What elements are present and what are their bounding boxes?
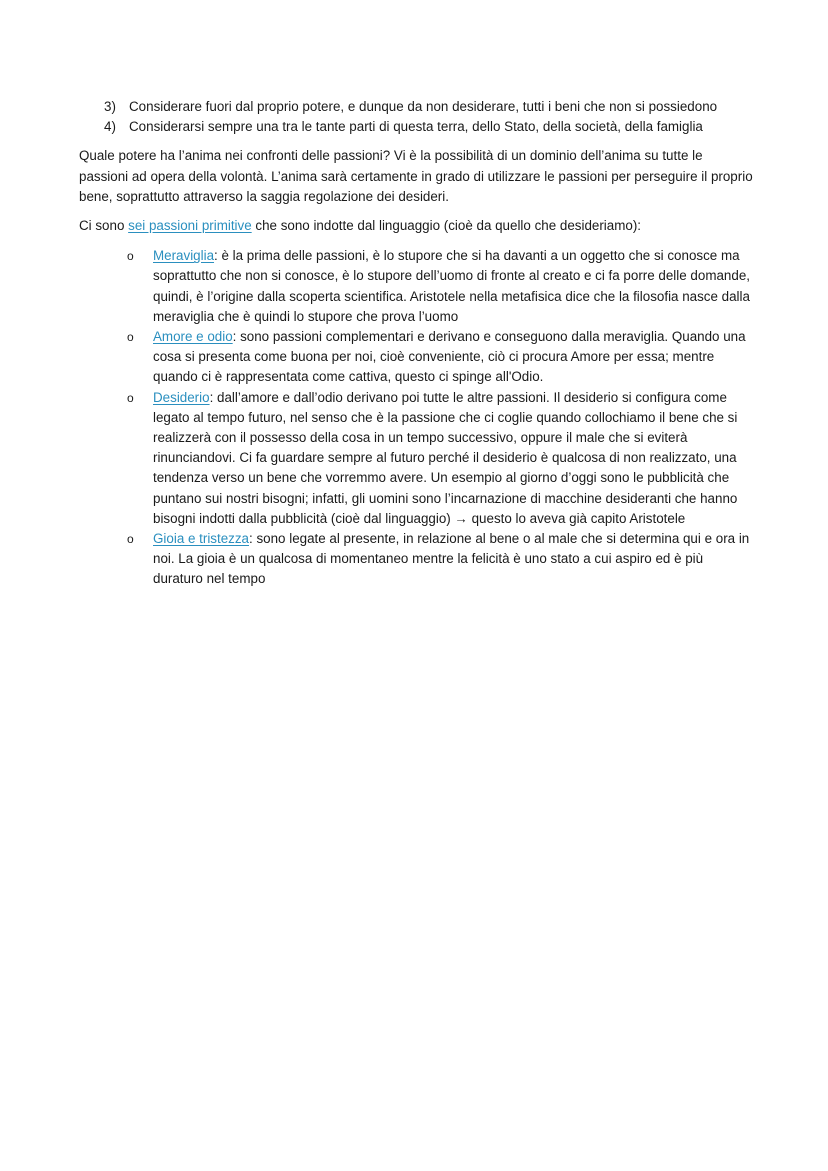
- numbered-item-4: [79, 117, 754, 137]
- paragraph-text-before: Ci sono: [79, 218, 129, 234]
- passion-item-desiderio: [79, 388, 754, 529]
- paragraph-text-after: che sono indotte dal linguaggio (cioè da quello che desideriamo):: [251, 218, 642, 234]
- link-desiderio[interactable]: Desiderio: [153, 389, 210, 405]
- passion-item-gioia-tristezza: [79, 529, 754, 590]
- passions-list: [79, 246, 754, 589]
- numbered-list: [79, 97, 754, 137]
- link-gioia-e-tristezza[interactable]: Gioia e tristezza: [153, 531, 250, 547]
- link-amore-e-odio[interactable]: Amore e odio: [153, 329, 233, 345]
- item-text: Considerare fuori dal proprio potere, e dunque da non desiderare, tutti i beni che non si possiedono: [129, 99, 718, 114]
- paragraph-soul-power: Quale potere ha l’anima nei confronti delle passioni? Vi è la possibilità di un dominio dell’anima su tutte le passioni ad opera della volontà. L’anima sarà certamente in grado di utilizzare le passioni per perseguire il proprio bene, soprattutto attraverso la saggia regolazione dei desideri.: [79, 148, 753, 204]
- bullet-icon: o: [127, 390, 134, 405]
- passion-item-amore-odio: [79, 327, 754, 388]
- passion-description: : è la prima delle passioni, è lo stupore che si ha davanti a un oggetto che si conosce ma soprattutto che non si conosce, è lo stupore dell’uomo di fronte al creato e ci fa porre delle domande, quindi, è l’origine dalla scoperta scientifica. Aristotele nella metafisica dice che la filosofia nasce dalla meraviglia che è quindi lo stupore che prova l’uomo: [153, 248, 750, 324]
- numbered-item-3: [79, 97, 754, 117]
- document-body: [79, 97, 754, 590]
- paragraph-primitive-passions: [79, 216, 754, 236]
- passion-item-meraviglia: [79, 246, 754, 327]
- bullet-icon: o: [127, 532, 134, 547]
- item-text: Considerarsi sempre una tra le tante parti di questa terra, dello Stato, della società, della famiglia: [129, 119, 703, 135]
- link-meraviglia[interactable]: Meraviglia: [153, 248, 215, 264]
- item-number: 4): [104, 119, 116, 135]
- passion-description: : sono legate al presente, in relazione al bene o al male che si determina qui e ora in noi. La gioia è un qualcosa di momentaneo mentre la felicità è uno stato a cui aspiro ed è più duraturo nel tempo: [153, 531, 750, 587]
- passion-description: : sono passioni complementari e derivano e conseguono dalla meraviglia. Quando una cosa si presenta come buona per noi, cioè conveniente, ciò ci procura Amore per essa; mentre quando ci è rappresentata come cattiva, questo ci spinge all'Odio.: [153, 329, 746, 385]
- link-sei-passioni-primitive[interactable]: sei passioni primitive: [128, 218, 252, 234]
- item-number: 3): [104, 99, 116, 114]
- bullet-icon: o: [127, 330, 134, 345]
- passion-description: : dall’amore e dall’odio derivano poi tutte le altre passioni. Il desiderio si configura come legato al tempo futuro, nel senso che è la passione che ci coglie quando collochiamo il bene che si realizzerà con il possesso della cosa in un tempo successivo, oppure il male che si eviterà rinunciandovi. Ci fa guardare sempre al futuro perché il desiderio è qualcosa di non realizzato, una tendenza verso un bene che vorremmo avere. Un esempio al giorno d’oggi sono le pubblicità che puntano sui nostri bisogni; infatti, gli uomini sono l’incarnazione di macchine desideranti che hanno bisogni indotti dalla pubblicità (cioè dal linguaggio) → questo lo aveva già capito Aristotele: [153, 389, 738, 526]
- bullet-icon: o: [127, 249, 134, 264]
